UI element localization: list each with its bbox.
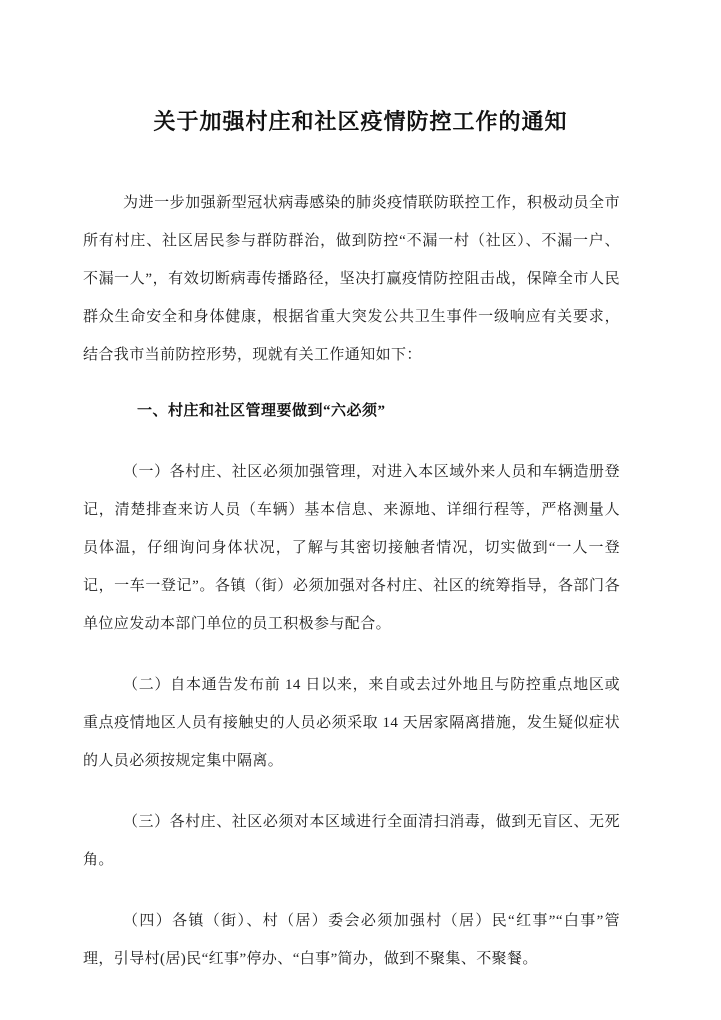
section-heading-1: 一、村庄和社区管理要做到“六必须” — [137, 403, 386, 419]
paragraph-item-2: （二）自本通告发布前 14 日以来，来自或去过外地且与防控重点地区或重点疫情地区人员有接触史的人员必须采取 14 天居家隔离措施，发生疑似症状的人员必须按规定集中隔离。 — [83, 677, 620, 769]
paragraph-item-1: （一）各村庄、社区必须加强管理，对进入本区域外来人员和车辆造册登记，清楚排查来访人员（车辆）基本信息、来源地、详细行程等，严格测量人员体温，仔细询问身体状况，了解与其密切接触者情况，切实做到“一人一登记，一车一登记”。各镇（街）必须加强对各村庄、社区的统筹指导，各部门各单位应发动本部门单位的员工积极参与配合。 — [83, 464, 620, 632]
paragraph-item-4: （四）各镇（街）、村（居）委会必须加强村（居）民“红事”“白事”管理，引导村(居)民“红事”停办、“白事”简办，做到不聚集、不聚餐。 — [83, 913, 620, 967]
document-content — [83, 184, 620, 978]
paragraph-intro: 为进一步加强新型冠状病毒感染的肺炎疫情联防联控工作，积极动员全市所有村庄、社区居民参与群防群治，做到防控“不漏一村（社区）、不漏一户、不漏一人”，有效切断病毒传播路径，坚决打赢疫情防控阻击战，保障全市人民群众生命安全和身体健康，根据省重大突发公共卫生事件一级响应有关要求，结合我市当前防控形势，现就有关工作通知如下： — [83, 195, 620, 363]
paragraph-item-3: （三）各村庄、社区必须对本区域进行全面清扫消毒，做到无盲区、无死角。 — [83, 814, 620, 868]
document-title: 关于加强村庄和社区疫情防控工作的通知 — [153, 109, 568, 134]
